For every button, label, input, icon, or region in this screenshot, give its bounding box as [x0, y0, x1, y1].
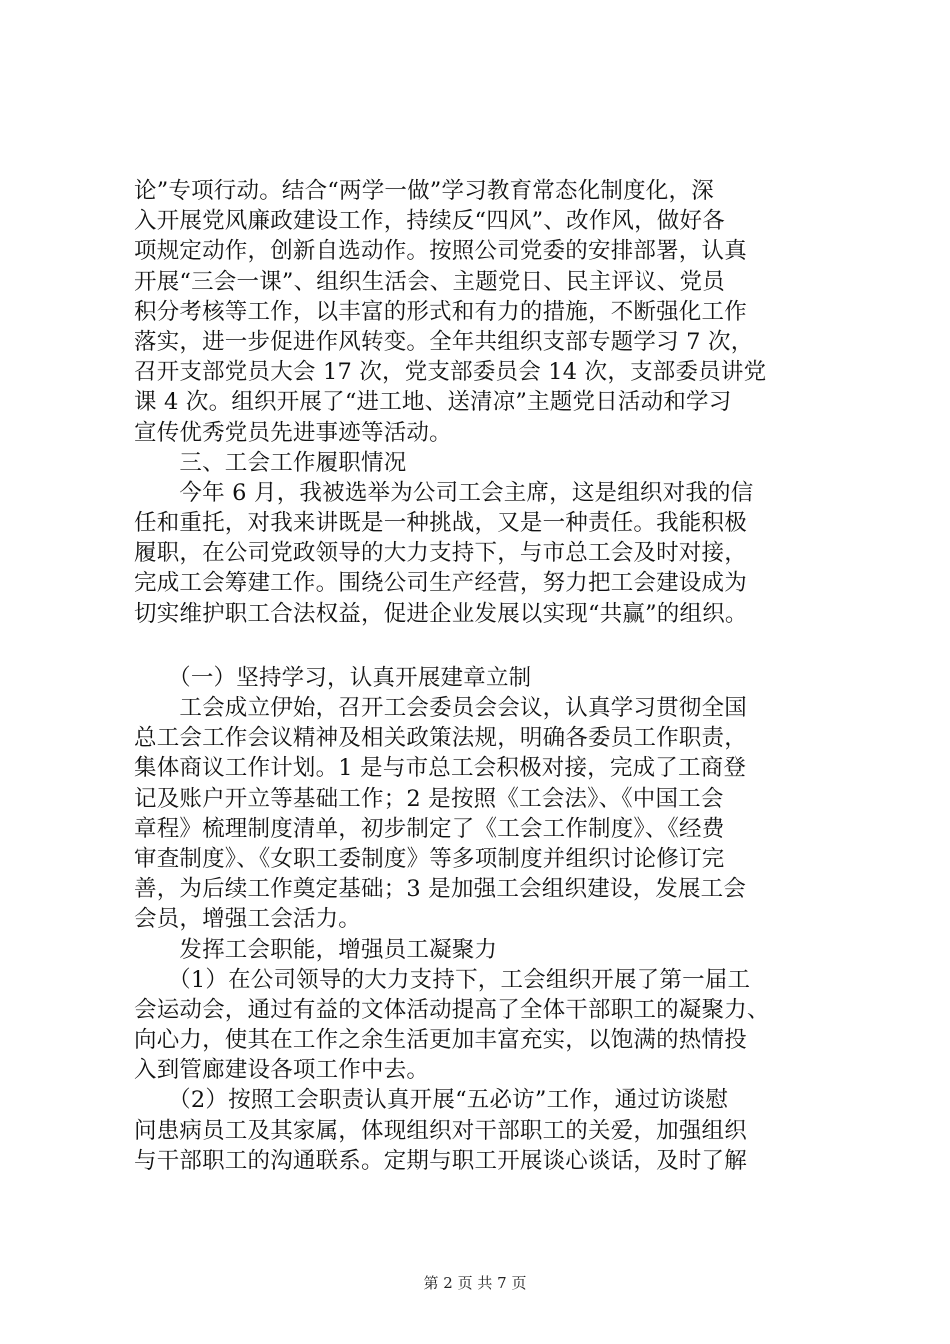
text-line: 积分考核等工作，以丰富的形式和有力的措施，不断强化工作: [134, 298, 747, 325]
page-footer: 第 2 页 共 7 页: [423, 1274, 527, 1292]
text-line: 记及账户开立等基础工作；2 是按照《工会法》、《中国工会: [134, 785, 724, 812]
text-line: 切实维护职工合法权益，促进企业发展以实现“共赢”的组织。: [134, 600, 748, 627]
text-line: 总工会工作会议精神及相关政策法规，明确各委员工作职责，: [134, 725, 747, 752]
document-body: [134, 176, 834, 1176]
text-line: 与干部职工的沟通联系。定期与职工开展谈心谈话，及时了解: [134, 1147, 747, 1174]
text-line: 项规定动作，创新自选动作。按照公司党委的安排部署，认真: [134, 238, 747, 265]
text-line: 入开展党风廉政建设工作，持续反“四风”、改作风，做好各: [134, 208, 725, 235]
text-line: 开展“三会一课”、组织生活会、主题党日、民主评议、党员: [134, 268, 725, 295]
text-block-party-work: [134, 176, 834, 629]
text-line: 召开支部党员大会 17 次，党支部委员会 14 次，支部委员讲党: [134, 359, 767, 386]
text-line: 发挥工会职能，增强员工凝聚力: [134, 936, 498, 963]
text-line: 落实，进一步促进作风转变。全年共组织支部专题学习 7 次，: [134, 328, 754, 355]
text-line: 任和重托，对我来讲既是一种挑战，又是一种责任。我能积极: [134, 510, 747, 537]
text-line: 履职，在公司党政领导的大力支持下，与市总工会及时对接，: [134, 540, 747, 567]
text-line: 集体商议工作计划。1 是与市总工会积极对接，完成了工商登: [134, 755, 747, 782]
text-line: 完成工会筹建工作。围绕公司生产经营，努力把工会建设成为: [134, 570, 747, 597]
text-line: 入到管廊建设各项工作中去。: [134, 1057, 430, 1084]
text-line: 会运动会，通过有益的文体活动提高了全体干部职工的凝聚力、: [134, 996, 770, 1023]
text-line: 向心力，使其在工作之余生活更加丰富充实，以饱满的热情投: [134, 1027, 747, 1054]
text-line: 善，为后续工作奠定基础；3 是加强工会组织建设，发展工会: [134, 876, 747, 903]
text-block-union-work: [134, 663, 834, 1176]
paragraph-gap: [134, 629, 834, 663]
text-line: （2）按照工会职责认真开展“五必访”工作，通过访谈慰: [134, 1087, 729, 1114]
text-line: 章程》梳理制度清单，初步制定了《工会工作制度》、《经费: [134, 815, 725, 842]
text-line: 宣传优秀党员先进事迹等活动。: [134, 419, 452, 446]
text-line: 会员，增强工会活力。: [134, 906, 362, 933]
text-line: 今年 6 月，我被选举为公司工会主席，这是组织对我的信: [134, 479, 754, 506]
text-line: 论”专项行动。结合“两学一做”学习教育常态化制度化，深: [134, 178, 714, 204]
text-line: （1）在公司领导的大力支持下，工会组织开展了第一届工: [134, 966, 751, 993]
text-line: 工会成立伊始，召开工会委员会会议，认真学习贯彻全国: [134, 695, 747, 721]
text-line: 审查制度》、《女职工委制度》等多项制度并组织讨论修订完: [134, 845, 725, 872]
text-line: 课 4 次。组织开展了“进工地、送清凉”主题党日活动和学习: [134, 389, 732, 416]
text-line: 三、工会工作履职情况: [134, 449, 407, 476]
text-line: （一）坚持学习，认真开展建章立制: [134, 664, 532, 691]
text-line: 问患病员工及其家属，体现组织对干部职工的关爱，加强组织: [134, 1117, 747, 1144]
